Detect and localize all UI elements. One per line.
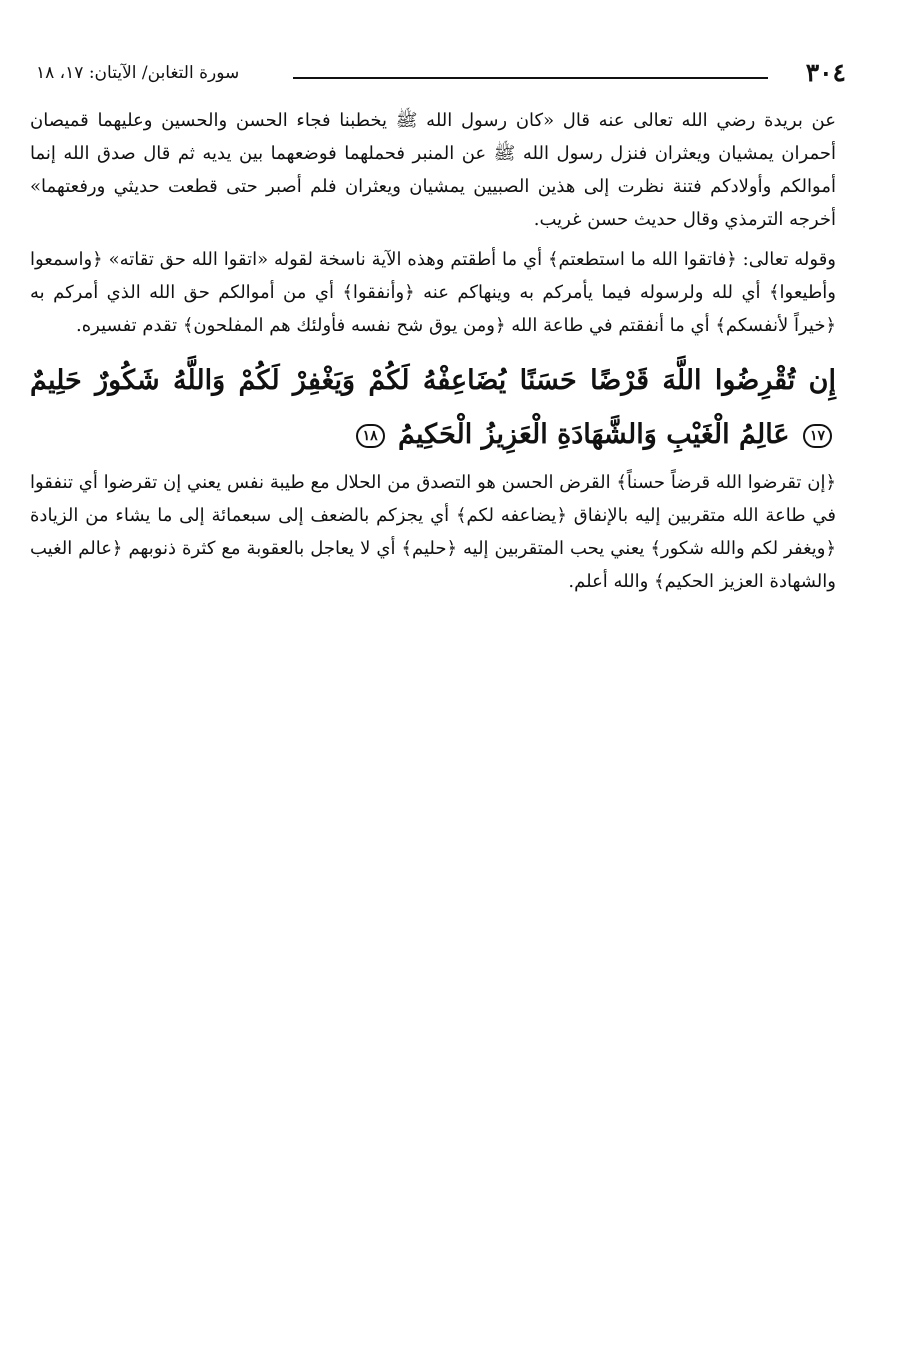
commentary-paragraph: وقوله تعالى: ﴿فاتقوا الله ما استطعتم﴾ أي ما أطقتم وهذه الآية ناسخة لقوله «اتقوا الله حق تقاته» ﴿واسمعوا وأطيعوا﴾ أي لله ولرسوله فيما يأمركم به وينهاكم عنه ﴿وأنفقوا﴾ أي من أموالكم حق الله الذي أمركم به ﴿خيراً لأنفسكم﴾ أي ما أنفقتم في طاعة الله ﴿ومن يوق شح نفسه فأولئك هم المفلحون﴾ تقدم تفسيره. — [30, 249, 836, 336]
hadith-paragraph: عن بريدة رضي الله تعالى عنه قال «كان رسول الله ﷺ يخطبنا فجاء الحسن والحسين وعليهما قميصان أحمران يمشيان ويعثران فنزل رسول الله ﷺ عن المنبر فحملهما فوضعهما بين يديه ثم قال صدق الله إنما أموالكم وأولادكم فتنة نظرت إلى هذين الصبيين يمشيان ويعثران فلم أصبر حتى قطعت حديثي ورفعتهما» أخرجه الترمذي وقال حديث حسن غريب. — [30, 110, 836, 230]
ayah-number-marker: ١٧ — [803, 424, 832, 448]
verse-text-18: عَالِمُ الْغَيْبِ وَالشَّهَادَةِ الْعَزِيزُ الْحَكِيمُ — [398, 419, 790, 450]
ayah-number-marker: ١٨ — [356, 424, 385, 448]
tafsir-paragraph: ﴿إن تقرضوا الله قرضاً حسناً﴾ القرض الحسن هو التصدق من الحلال مع طيبة نفس يعني إن تقرضوا أي تنفقوا في طاعة الله متقربين إليه بالإنفاق ﴿يضاعفه لكم﴾ أي يجزكم بالضعف إلى سبعمائة إلى ما يشاء من الزيادة ﴿ويغفر لكم والله شكور﴾ يعني يحب المتقربين إليه ﴿حليم﴾ أي لا يعاجل بالعقوبة مع كثرة ذنوبهم ﴿عالم الغيب والشهادة العزيز الحكيم﴾ والله أعلم. — [30, 472, 836, 592]
header-rule — [293, 77, 768, 79]
running-title: سورة التغابن/ الآيتان: ١٧، ١٨ — [36, 63, 240, 83]
quran-verse — [30, 354, 836, 462]
verse-text-17: إِن تُقْرِضُوا اللَّهَ قَرْضًا حَسَنًا يُضَاعِفْهُ لَكُمْ وَيَغْفِرْ لَكُمْ وَاللَّهُ شَكُورٌ حَلِيمٌ — [30, 365, 836, 396]
page-number: ٣٠٤ — [805, 58, 846, 87]
page-header — [36, 58, 846, 88]
page-body — [30, 104, 836, 598]
